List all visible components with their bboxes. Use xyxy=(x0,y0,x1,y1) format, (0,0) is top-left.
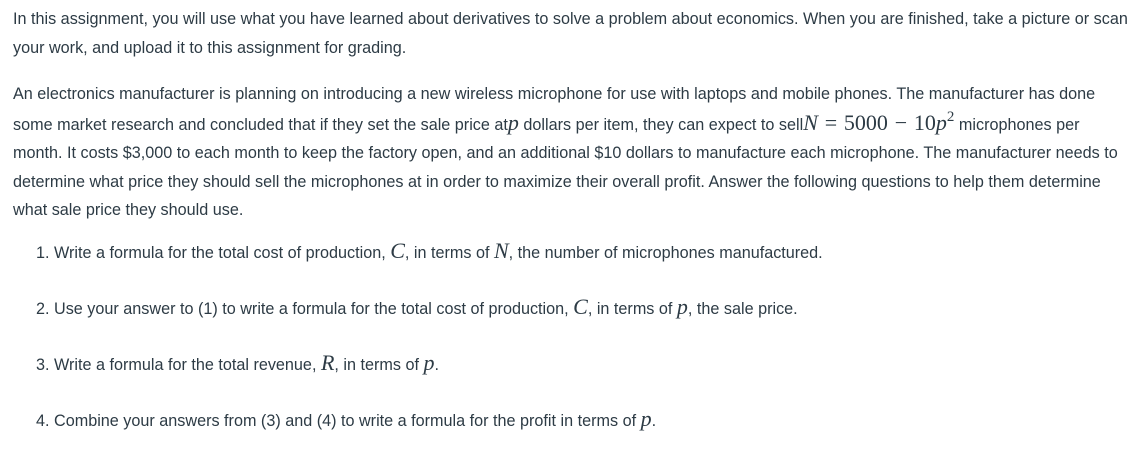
math-coefficient-10: 10 xyxy=(913,109,936,135)
question-text: Write a formula for the total revenue, xyxy=(49,356,321,374)
question-item-1 xyxy=(36,237,823,293)
math-minus: − xyxy=(894,109,908,135)
problem-text-1: An electronics manufacturer is planning on introducing a new wireless microphone for use with laptops and mobile phones. The manufacturer has done some market research and concluded that if they set the sale price at xyxy=(13,85,1096,134)
question-list xyxy=(36,237,823,461)
math-var-N: N xyxy=(803,109,818,135)
question-text: . xyxy=(651,412,657,430)
question-number: 3. xyxy=(36,356,50,374)
question-text: , the number of microphones manufactured. xyxy=(508,244,823,262)
question-number: 4. xyxy=(36,412,50,430)
question-text: , in terms of xyxy=(404,244,494,262)
problem-text-2: dollars per item, they can expect to sell xyxy=(518,115,804,134)
question-text: , in terms of xyxy=(334,356,424,374)
question-item-4 xyxy=(36,405,823,461)
question-text: . xyxy=(434,356,439,374)
question-text: Use your answer to (1) to write a formula for the total cost of production, xyxy=(49,300,574,318)
question-item-3 xyxy=(36,349,823,405)
assignment-content xyxy=(13,5,1133,225)
math-var-C: C xyxy=(573,294,588,319)
math-var-p: p xyxy=(640,406,652,431)
math-var-N: N xyxy=(493,238,509,263)
math-var-p: p xyxy=(423,350,435,375)
question-text: , in terms of xyxy=(587,300,677,318)
math-number-5000: 5000 xyxy=(843,109,888,135)
math-var-p-squared: p xyxy=(935,109,947,135)
problem-text-3: microphones per month. It costs $3,000 to each month to keep the factory open, and an additional $10 dollars to manufacture each microphone. The manufacturer needs to determine what price they should sell the microphones at in order to maximize their overall profit. Answer the following questions to help them determine what sale price they should use. xyxy=(13,115,1118,219)
math-exponent-2: 2 xyxy=(946,108,955,125)
math-var-C: C xyxy=(390,238,405,263)
intro-paragraph: In this assignment, you will use what you have learned about derivatives to solve a problem about economics. When you are finished, take a picture or scan your work, and upload it to this assignment for grading. xyxy=(13,10,1128,57)
question-text: Write a formula for the total cost of production, xyxy=(49,244,391,262)
math-var-p: p xyxy=(676,294,688,319)
math-var-R: R xyxy=(320,350,335,375)
question-text: , the sale price. xyxy=(687,300,798,318)
question-number: 2. xyxy=(36,300,50,318)
question-item-2 xyxy=(36,293,823,349)
math-var-p: p xyxy=(507,109,519,135)
math-equals: = xyxy=(824,109,838,135)
problem-paragraph xyxy=(13,80,1133,225)
question-number: 1. xyxy=(36,244,50,262)
question-text: Combine your answers from (3) and (4) to write a formula for the profit in terms of xyxy=(49,412,641,430)
